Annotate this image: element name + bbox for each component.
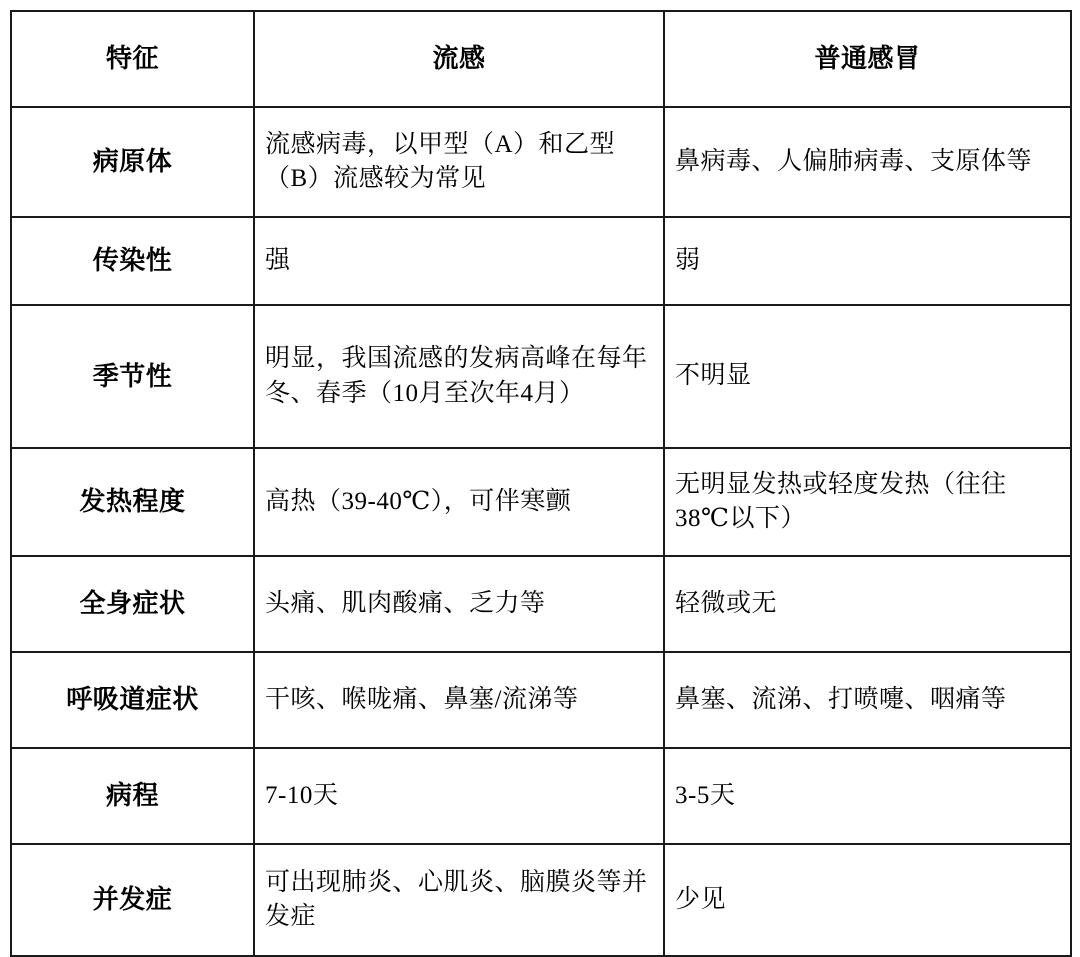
row-header-respiratory-symptoms: 呼吸道症状 (11, 652, 254, 748)
cell-fever-degree-common-cold: 无明显发热或轻度发热（往往38℃以下） (664, 448, 1071, 556)
table-row (11, 748, 1071, 844)
cell-respiratory-symptoms-common-cold: 鼻塞、流涕、打喷嚏、咽痛等 (664, 652, 1071, 748)
table-header (11, 11, 1071, 107)
cell-contagiousness-influenza: 强 (254, 217, 664, 305)
table-header-row (11, 11, 1071, 107)
table-row (11, 448, 1071, 556)
row-header-contagiousness: 传染性 (11, 217, 254, 305)
table-row (11, 652, 1071, 748)
cell-respiratory-symptoms-influenza: 干咳、喉咙痛、鼻塞/流涕等 (254, 652, 664, 748)
table-row (11, 305, 1071, 448)
column-header-common-cold: 普通感冒 (664, 11, 1071, 107)
cell-systemic-symptoms-common-cold: 轻微或无 (664, 556, 1071, 652)
column-header-influenza: 流感 (254, 11, 664, 107)
flu-vs-cold-comparison-table (10, 10, 1072, 957)
row-header-systemic-symptoms: 全身症状 (11, 556, 254, 652)
table-row (11, 844, 1071, 956)
cell-systemic-symptoms-influenza: 头痛、肌肉酸痛、乏力等 (254, 556, 664, 652)
cell-pathogen-influenza: 流感病毒，以甲型（A）和乙型（B）流感较为常见 (254, 107, 664, 217)
row-header-disease-course: 病程 (11, 748, 254, 844)
cell-seasonality-common-cold: 不明显 (664, 305, 1071, 448)
cell-complications-common-cold: 少见 (664, 844, 1071, 956)
table-row (11, 107, 1071, 217)
cell-fever-degree-influenza: 高热（39-40℃），可伴寒颤 (254, 448, 664, 556)
cell-disease-course-common-cold: 3-5天 (664, 748, 1071, 844)
table-body (11, 107, 1071, 956)
row-header-fever-degree: 发热程度 (11, 448, 254, 556)
table-row (11, 556, 1071, 652)
cell-disease-course-influenza: 7-10天 (254, 748, 664, 844)
row-header-complications: 并发症 (11, 844, 254, 956)
cell-contagiousness-common-cold: 弱 (664, 217, 1071, 305)
row-header-seasonality: 季节性 (11, 305, 254, 448)
row-header-pathogen: 病原体 (11, 107, 254, 217)
table-row (11, 217, 1071, 305)
column-header-feature: 特征 (11, 11, 254, 107)
cell-complications-influenza: 可出现肺炎、心肌炎、脑膜炎等并发症 (254, 844, 664, 956)
cell-pathogen-common-cold: 鼻病毒、人偏肺病毒、支原体等 (664, 107, 1071, 217)
cell-seasonality-influenza: 明显，我国流感的发病高峰在每年冬、春季（10月至次年4月） (254, 305, 664, 448)
